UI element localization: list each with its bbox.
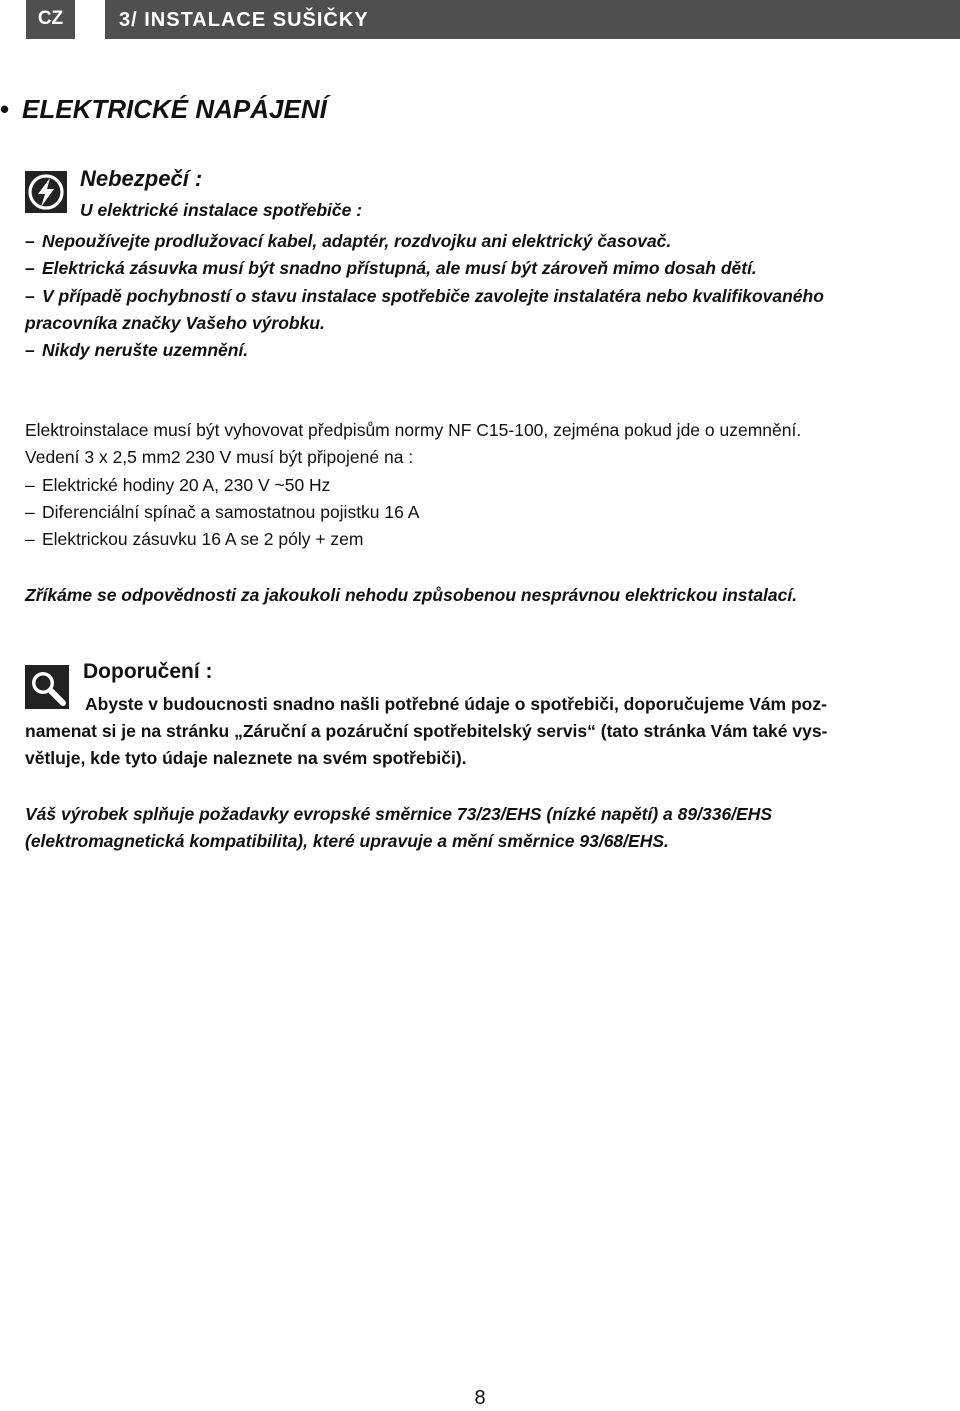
lightning-warning-icon — [25, 171, 67, 213]
danger-item: – V případě pochybností o stavu instalace spotřebiče zavolejte instalatéra nebo kvalifikovaného — [25, 286, 824, 306]
disclaimer: Zříkáme se odpovědnosti za jakoukoli nehodu způsobenou nesprávnou elektrickou instalací. — [25, 585, 798, 605]
danger-item-continuation: pracovníka značky Vašeho výrobku. — [25, 313, 325, 333]
compliance-line: Váš výrobek splňuje požadavky evropské směrnice 73/23/EHS (nízké napětí) a 89/336/EHS — [25, 804, 773, 824]
danger-item: – Elektrická zásuvka musí být snadno přístupná, ale musí být zároveň mimo dosah dětí. — [25, 258, 757, 278]
recommendation-line: namenat si je na stránku „Záruční a pozáruční spotřebitelský servis“ (tato stránka Vám také vys- — [25, 721, 828, 741]
installation-wiring: Vedení 3 x 2,5 mm2 230 V musí být připojené na : — [25, 447, 414, 467]
section-heading — [0, 94, 327, 125]
recommendation-line: Abyste v budoucnosti snadno našli potřebné údaje o spotřebiči, doporučujeme Vám poz- — [85, 694, 827, 714]
language-badge: CZ — [26, 0, 75, 39]
installation-item-text: Diferenciální spínač a samostatnou pojistku 16 A — [42, 502, 420, 522]
bullet: • — [0, 94, 10, 124]
page-number: 8 — [474, 1387, 486, 1409]
danger-item-text: Elektrická zásuvka musí být snadno přístupná, ale musí být zároveň mimo dosah dětí. — [42, 258, 757, 278]
installation-item-text: Elektrickou zásuvku 16 A se 2 póly + zem — [42, 529, 364, 549]
magnifier-icon — [25, 665, 67, 707]
danger-subtitle: U elektrické instalace spotřebiče : — [80, 200, 363, 220]
installation-item: – Elektrické hodiny 20 A, 230 V ~50 Hz — [25, 475, 331, 495]
installation-norm: Elektroinstalace musí být vyhovovat předpisům normy NF C15-100, zejména pokud jde o uzemnění. — [25, 420, 802, 440]
installation-item: – Diferenciální spínač a samostatnou pojistku 16 A — [25, 502, 420, 522]
danger-item-text: Nikdy nerušte uzemnění. — [42, 340, 249, 360]
danger-item: – Nikdy nerušte uzemnění. — [25, 340, 249, 360]
compliance-line: (elektromagnetická kompatibilita), které upravuje a mění směrnice 93/68/EHS. — [25, 831, 669, 851]
recommendation-line: větluje, kde tyto údaje naleznete na svém spotřebiči). — [25, 748, 467, 768]
section-title: ELEKTRICKÉ NAPÁJENÍ — [22, 94, 327, 124]
danger-item-text: Nepoužívejte prodlužovací kabel, adaptér, rozdvojku ani elektrický časovač. — [42, 231, 672, 251]
chapter-title: 3/ INSTALACE SUŠIČKY — [105, 0, 960, 39]
recommendation-title: Doporučení : — [83, 660, 213, 683]
danger-item-text: V případě pochybností o stavu instalace spotřebiče zavolejte instalatéra nebo kvalifikovaného — [42, 286, 824, 306]
installation-item: – Elektrickou zásuvku 16 A se 2 póly + zem — [25, 529, 364, 549]
danger-item: – Nepoužívejte prodlužovací kabel, adaptér, rozdvojku ani elektrický časovač. — [25, 231, 672, 251]
danger-title: Nebezpečí : — [80, 166, 203, 191]
installation-item-text: Elektrické hodiny 20 A, 230 V ~50 Hz — [42, 475, 331, 495]
